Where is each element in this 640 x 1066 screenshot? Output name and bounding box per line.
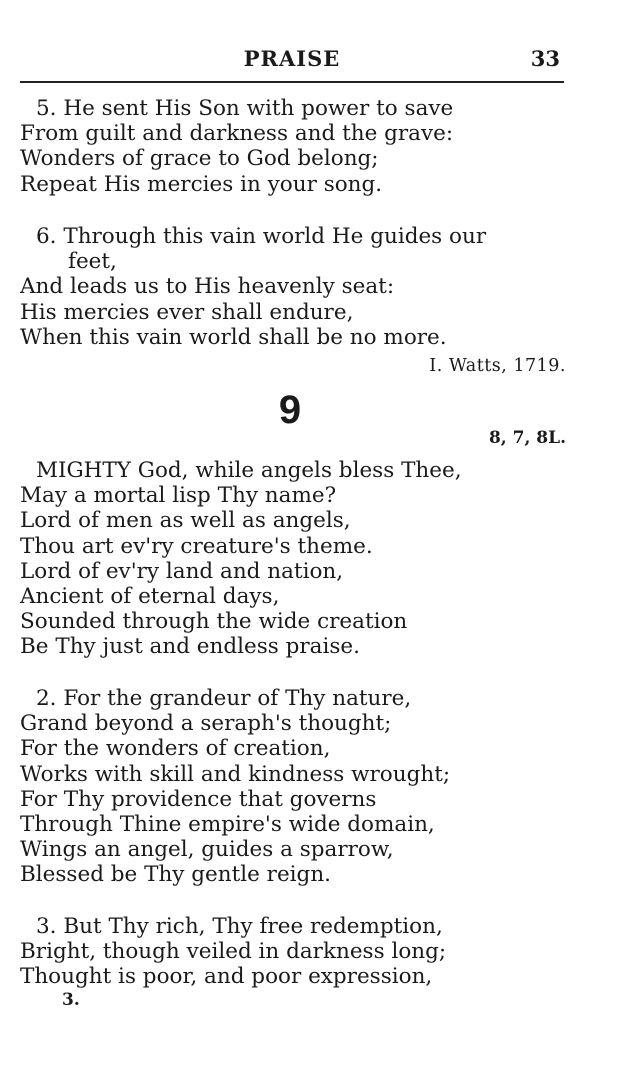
stanza-line: Thou art ev'ry creature's theme. <box>20 533 373 559</box>
stanza-3 <box>20 914 580 990</box>
running-title: PRAISE <box>243 46 341 71</box>
stanza-1 <box>20 458 580 660</box>
stanza-line: feet, <box>68 249 117 275</box>
stanza-5 <box>20 96 580 197</box>
stanza-line: 3. But Thy rich, Thy free redemption, <box>36 914 443 939</box>
stanza-line: For the wonders of creation, <box>20 736 331 762</box>
stanza-line: Be Thy just and endless praise. <box>20 634 360 660</box>
stanza-line: Wings an angel, guides a sparrow, <box>20 837 394 863</box>
stanza-line: His mercies ever shall endure, <box>20 299 354 325</box>
stanza-line: May a mortal lisp Thy name? <box>20 483 337 509</box>
signature-mark: 3. <box>62 990 80 1010</box>
stanza-line: From guilt and darkness and the grave: <box>20 121 454 147</box>
stanza-line: For Thy providence that governs <box>20 786 377 812</box>
stanza-line: Lord of ev'ry land and nation, <box>20 558 344 584</box>
stanza-line: Grand beyond a seraph's thought; <box>20 711 392 737</box>
stanza-line: And leads us to His heavenly seat: <box>20 274 395 300</box>
stanza-line: Thought is poor, and poor expression, <box>20 964 433 990</box>
stanza-line: Blessed be Thy gentle reign. <box>20 862 332 888</box>
page-number: 33 <box>530 46 560 71</box>
stanza-line: When this vain world shall be no more. <box>20 324 447 350</box>
header-rule <box>20 81 564 83</box>
stanza-line: Ancient of eternal days, <box>20 583 280 609</box>
stanza-line: 2. For the grandeur of Thy nature, <box>36 686 412 711</box>
stanza-line: Repeat His mercies in your song. <box>20 171 383 197</box>
stanza-line: Works with skill and kindness wrought; <box>20 761 451 787</box>
stanza-line: Bright, though veiled in darkness long; <box>20 939 447 965</box>
hymn-number: 9 <box>278 388 302 432</box>
stanza-2 <box>20 686 580 888</box>
stanza-6 <box>20 224 580 350</box>
stanza-line: 6. Through this vain world He guides our <box>36 224 487 249</box>
stanza-line: Wonders of grace to God belong; <box>20 146 379 172</box>
hymn-meter: 8, 7, 8L. <box>488 428 566 448</box>
stanza-line: Through Thine empire's wide domain, <box>20 811 435 837</box>
stanza-line: MIGHTY God, while angels bless Thee, <box>36 458 462 483</box>
author-attribution: I. Watts, 1719. <box>429 356 566 376</box>
page-header <box>20 44 564 74</box>
stanza-line: 5. He sent His Son with power to save <box>36 96 454 121</box>
stanza-line: Lord of men as well as angels, <box>20 508 351 534</box>
stanza-line: Sounded through the wide creation <box>20 609 408 635</box>
